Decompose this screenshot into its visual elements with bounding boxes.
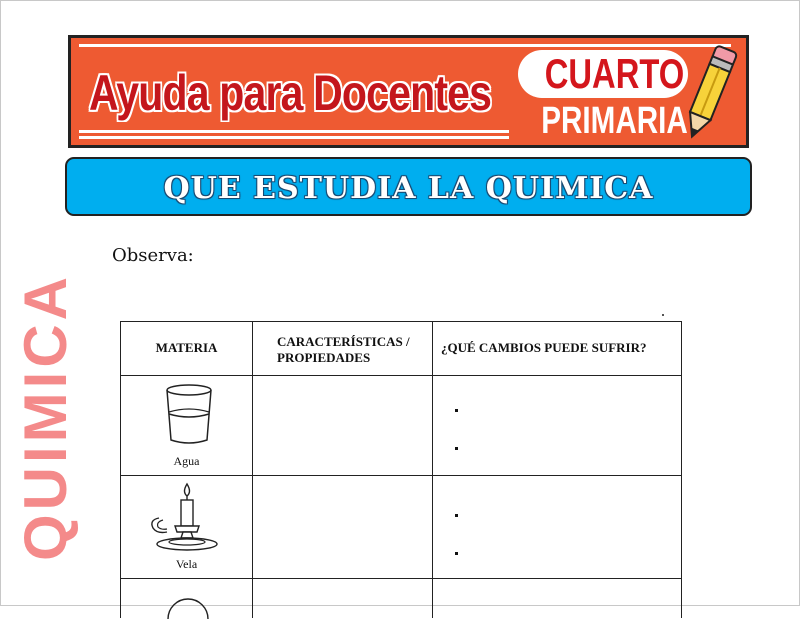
round-object-icon [165, 589, 211, 619]
changes-cell [432, 578, 682, 618]
banner-stripe [79, 44, 731, 47]
table-row [120, 375, 253, 476]
materia-label: Vela [175, 557, 198, 571]
title-bar [65, 157, 752, 216]
page-title: QUE ESTUDIA LA QUIMICA [163, 171, 654, 206]
header-cell-changes [432, 321, 682, 376]
banner-title: Ayuda para Docentes [89, 65, 492, 121]
header-cell-materia [120, 321, 253, 376]
changes-cell [432, 475, 682, 579]
stray-dot [662, 314, 664, 316]
bullet-point [455, 447, 458, 450]
grade-label-bottom: PRIMARIA [541, 100, 688, 142]
grade-label-top: CUARTO [544, 50, 685, 97]
table-row [120, 578, 253, 618]
materia-label: Agua [173, 454, 200, 468]
intro-text: Observa: [112, 245, 194, 266]
banner-stripe [79, 130, 509, 133]
glass-of-water-icon [165, 384, 213, 446]
table-row [120, 475, 253, 579]
bullet-point [455, 552, 458, 555]
header-cell-properties [252, 321, 433, 376]
changes-cell [432, 375, 682, 476]
properties-cell [252, 475, 433, 579]
bullet-point [455, 409, 458, 412]
candle-holder-icon [145, 480, 221, 556]
properties-cell [252, 375, 433, 476]
banner-stripe [79, 136, 509, 139]
header-properties: CARACTERÍSTICAS / PROPIEDADES [277, 334, 410, 365]
header-materia: MATERIA [155, 340, 218, 355]
side-label: QUIMICA [12, 273, 79, 561]
header-banner [68, 35, 749, 148]
bullet-point [455, 514, 458, 517]
header-changes: ¿QUÉ CAMBIOS PUEDE SUFRIR? [441, 340, 647, 355]
pencil-icon [677, 40, 743, 144]
properties-cell [252, 578, 433, 618]
